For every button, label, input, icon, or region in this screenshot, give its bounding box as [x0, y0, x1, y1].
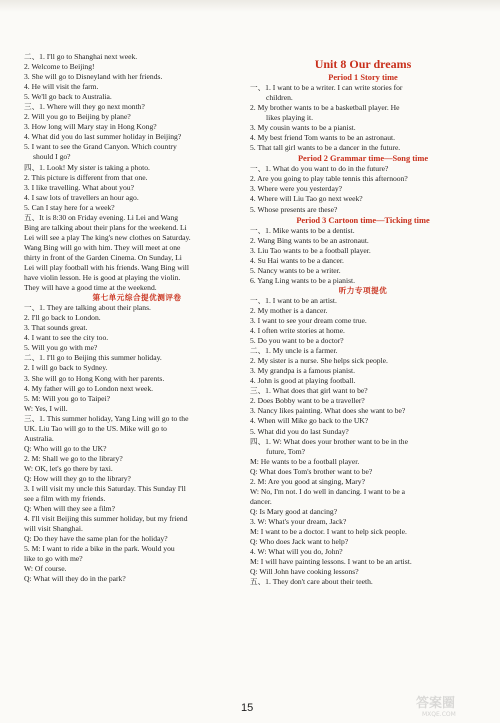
- answer-line: Q: Do they have the same plan for the holiday?: [24, 534, 168, 544]
- answer-line: 四、1. W: What does your brother want to be in the: [250, 436, 408, 446]
- answer-line: Q: Who does Jack want to help?: [250, 537, 349, 547]
- answer-line: Q: Will John have cooking lessons?: [250, 567, 359, 577]
- period-heading: Period 2 Grammar time—Song time: [297, 154, 429, 164]
- answer-line: 3. I like travelling. What about you?: [24, 182, 134, 192]
- period-heading: Period 3 Cartoon time—Ticking time: [296, 215, 430, 225]
- answer-line: 一、1. I want to be an artist.: [250, 295, 337, 305]
- answer-line: Bing are talking about their plans for the weekend. Li: [24, 222, 187, 232]
- answer-line: future, Tom?: [266, 446, 305, 456]
- answer-line: thirty in front of the Garden Cinema. On Sunday, Li: [24, 252, 182, 262]
- period-heading: Period 1 Story time: [328, 73, 398, 82]
- answer-line: 2. Welcome to Beijing!: [24, 62, 95, 72]
- answer-line: 3. W: What's your dream, Jack?: [250, 516, 347, 526]
- answer-line: Q: Is Mary good at dancing?: [250, 506, 338, 516]
- answer-line: 3. How long will Mary stay in Hong Kong?: [24, 122, 157, 132]
- watermark-small-text: MXQE.COM: [422, 711, 456, 718]
- answer-line: 5. Nancy wants to be a writer.: [250, 265, 341, 275]
- answer-line: 4. I want to see the city too.: [24, 333, 109, 343]
- answer-line: 2. M: Are you good at singing, Mary?: [250, 476, 365, 486]
- answer-line: should I go?: [33, 152, 71, 162]
- answer-line: 3. That sounds great.: [24, 323, 88, 333]
- answer-line: 2. Does Bobby want to be a traveller?: [250, 396, 365, 406]
- answer-line: 一、1. They are talking about their plans.: [24, 303, 151, 313]
- answer-line: 3. I will visit my uncle this Saturday. This Sunday I'll: [24, 484, 186, 494]
- answer-line: W: No, I'm not. I do well in dancing. I want to be a: [250, 486, 406, 496]
- answer-line: 3. Where were you yesterday?: [250, 184, 342, 194]
- answer-line: 5. Do you want to be a doctor?: [250, 336, 344, 346]
- answer-line: 五、It is 8:30 on Friday evening. Li Lei and Wang: [24, 212, 179, 222]
- section-heading: 第七单元综合提优测评卷: [92, 293, 182, 303]
- answer-line: 5. Will you go with me?: [24, 343, 98, 353]
- answer-line: 二、1. I'll go to Beijing this summer holiday.: [24, 353, 162, 363]
- answer-line: 3. My grandpa is a famous pianist.: [250, 366, 356, 376]
- answer-line: 一、1. Mike wants to be a dentist.: [250, 225, 355, 235]
- answer-line: W: OK, let's go there by taxi.: [24, 463, 113, 473]
- answer-line: will visit Shanghai.: [24, 524, 83, 534]
- answer-line: Australia.: [24, 433, 54, 443]
- answer-line: 5. What did you do last Sunday?: [250, 426, 349, 436]
- answer-line: 2. Will you go to Beijing by plane?: [24, 112, 131, 122]
- answer-line: 三、1. This summer holiday, Yang Ling will go to the: [24, 413, 189, 423]
- answer-line: 一、1. What do you want to do in the future?: [250, 164, 389, 174]
- answer-line: 2. My brother wants to be a basketball player. He: [250, 103, 400, 113]
- answer-line: 4. Where will Liu Tao go next week?: [250, 194, 363, 204]
- answer-line: 3. She will go to Disneyland with her friends.: [24, 72, 163, 82]
- answer-line: 2. I will go back to Sydney.: [24, 363, 108, 373]
- answer-line: W: Yes, I will.: [24, 403, 68, 413]
- answer-line: dancer.: [250, 496, 272, 506]
- answer-line: 4. W: What will you do, John?: [250, 547, 343, 557]
- answer-line: 二、1. I'll go to Shanghai next week.: [24, 52, 138, 61]
- answer-line: Q: How will they go to the library?: [24, 473, 131, 483]
- answer-line: 5. Can I stay here for a week?: [24, 202, 115, 212]
- answer-line: 6. Yang Ling wants to be a pianist.: [250, 275, 356, 285]
- answer-line: 5. I want to see the Grand Canyon. Which country: [24, 142, 177, 152]
- answer-line: 2. Wang Bing wants to be an astronaut.: [250, 235, 369, 245]
- answer-line: 5. That tall girl wants to be a dancer in the future.: [250, 143, 401, 153]
- answer-line: 2. My mother is a dancer.: [250, 305, 328, 315]
- left-column: [24, 52, 250, 584]
- answer-line: 3. My cousin wants to be a pianist.: [250, 123, 356, 133]
- answer-line: 四、1. Look! My sister is taking a photo.: [24, 162, 150, 172]
- watermark-logo: [414, 693, 494, 719]
- answer-line: 4. My father will go to London next week.: [24, 383, 154, 393]
- answer-line: see a film with my friends.: [24, 494, 106, 504]
- answer-line: 4. John is good at playing football.: [250, 376, 356, 386]
- answer-line: M: He wants to be a football player.: [250, 456, 360, 466]
- answer-line: 4. My best friend Tom wants to be an astronaut.: [250, 133, 396, 143]
- section-heading: 听力专项提优: [338, 285, 388, 295]
- unit-title: Unit 8 Our dreams: [314, 57, 412, 71]
- answer-line: 5. M: I want to ride a bike in the park. Would you: [24, 544, 175, 554]
- watermark-big-text: 答案圈: [416, 696, 456, 711]
- answer-line: Q: When will they see a film?: [24, 504, 115, 514]
- answer-line: 3. I want to see your dream come true.: [250, 315, 367, 325]
- answer-line: 二、1. My uncle is a farmer.: [250, 346, 338, 356]
- answer-line: Wang Bing will go with him. They will meet at one: [24, 242, 181, 252]
- answer-line: M: I want to be a doctor. I want to help sick people.: [250, 526, 407, 536]
- answer-line: 2. M: Shall we go to the library?: [24, 453, 123, 463]
- answer-line: 2. I'll go back to London.: [24, 313, 101, 323]
- answer-line: 5. Whose presents are these?: [250, 204, 338, 214]
- answer-line: M: I will have painting lessons. I want to be an artist.: [250, 557, 412, 567]
- answer-line: 5. We'll go back to Australia.: [24, 92, 112, 102]
- answer-line: 5. M: Will you go to Taipei?: [24, 393, 110, 403]
- page-number: 15: [241, 702, 254, 714]
- answer-line: 4. Su Hai wants to be a dancer.: [250, 255, 344, 265]
- answer-line: 4. I'll visit Beijing this summer holiday, but my friend: [24, 514, 188, 524]
- answer-line: 三、1. Where will they go next month?: [24, 102, 145, 112]
- answer-line: Lei will play football with his friends. Wang Bing will: [24, 262, 190, 272]
- answer-line: likes playing it.: [266, 113, 314, 123]
- answer-line: 3. She will go to Hong Kong with her parents.: [24, 373, 165, 383]
- page-top-shadow: [0, 0, 500, 12]
- answer-line: have violin lesson. He is good at playing the violin.: [24, 273, 181, 283]
- answer-line: 4. I often write stories at home.: [250, 326, 345, 336]
- answer-line: W: Of course.: [24, 564, 67, 574]
- answer-line: Q: What does Tom's brother want to be?: [250, 466, 373, 476]
- answer-line: 三、1. What does that girl want to be?: [250, 386, 368, 396]
- answer-line: UK. Liu Tao will go to the US. Mike will go to: [24, 423, 167, 433]
- answer-line: 4. I saw lots of travellers an hour ago.: [24, 192, 139, 202]
- answer-line: 4. What did you do last summer holiday in Beijing?: [24, 132, 182, 142]
- answer-line: 4. He will visit the farm.: [24, 82, 99, 92]
- answer-line: Q: Who will go to the UK?: [24, 443, 107, 453]
- answer-line: They will have a good time at the weekend.: [24, 283, 157, 293]
- answer-line: 五、1. They don't care about their teeth.: [250, 577, 373, 587]
- right-column: [250, 52, 476, 587]
- answer-line: 2. This picture is different from that one.: [24, 172, 148, 182]
- answer-line: 一、1. I want to be a writer. I can write stories for: [250, 83, 403, 92]
- answer-line: 3. Liu Tao wants to be a football player.: [250, 245, 371, 255]
- answer-line: 3. Nancy likes painting. What does she want to be?: [250, 406, 406, 416]
- answer-line: Lei will see a play The king's new clothes on Saturday.: [24, 232, 191, 242]
- answer-line: 2. My sister is a nurse. She helps sick people.: [250, 356, 388, 366]
- answer-line: like to go with me?: [24, 554, 83, 564]
- answer-line: 4. When will Mike go back to the UK?: [250, 416, 369, 426]
- answer-line: children.: [266, 93, 293, 103]
- answer-line: Q: What will they do in the park?: [24, 574, 126, 584]
- answer-line: 2. Are you going to play table tennis this afternoon?: [250, 174, 408, 184]
